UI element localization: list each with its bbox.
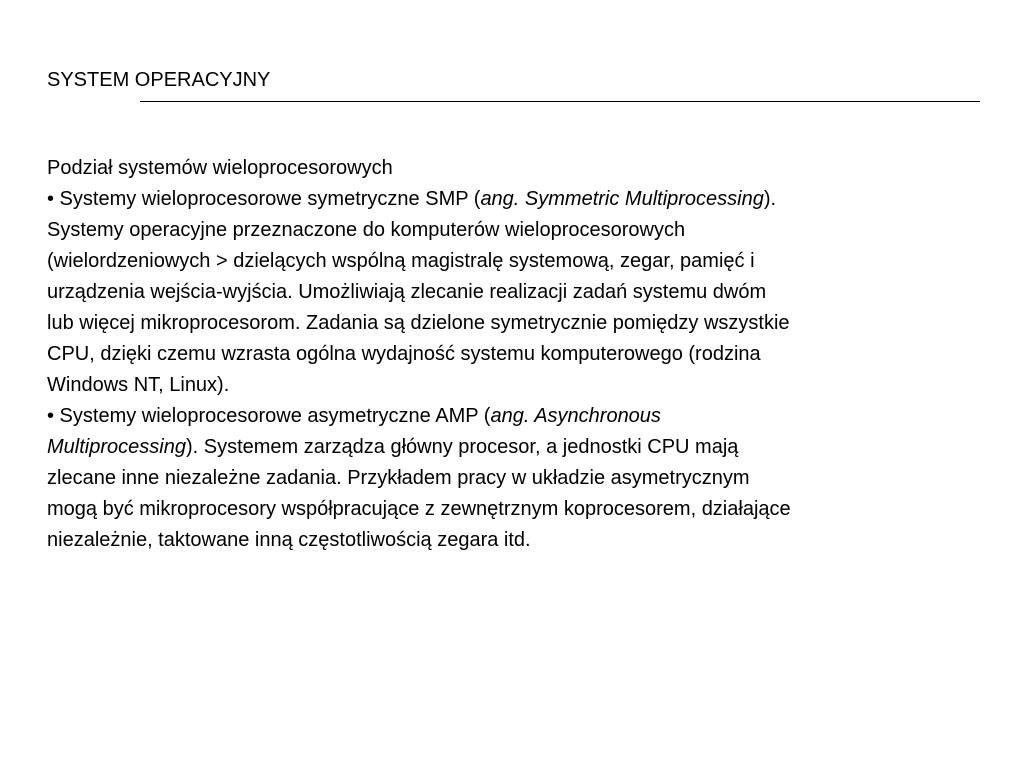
smp-line-4: urządzenia wejścia-wyjścia. Umożliwiają zlecanie realizacji zadań systemu dwóm [47,281,767,303]
amp-line-1 [47,401,1007,432]
heading-text: Podział systemów wieloprocesorowych [47,157,393,179]
smp-english-term: ang. Symmetric Multiprocessing [480,188,764,210]
smp-line-1 [47,184,1007,215]
smp-line-7: Windows NT, Linux). [47,374,230,396]
amp-line-4: mogą być mikroprocesory współpracujące z zewnętrznym koprocesorem, działające [47,498,791,520]
smp-line-6: CPU, dzięki czemu wzrasta ogólna wydajność systemu komputerowego (rodzina [47,343,761,365]
amp-line-3: zlecane inne niezależne zadania. Przykładem pracy w układzie asymetrycznym [47,467,750,489]
amp-english-term-1: ang. Asynchronous [490,405,661,427]
amp-bullet-text: • Systemy wieloprocesorowe asymetryczne AMP ( [47,405,491,427]
smp-paragraph [47,184,1007,401]
amp-line-5: niezależnie, taktowane inną częstotliwością zegara itd. [47,529,531,551]
amp-line-2-rest: ). Systemem zarządza główny procesor, a jednostki CPU mają [185,436,739,458]
smp-bullet-text: • Systemy wieloprocesorowe symetryczne SMP ( [47,188,481,210]
smp-line-2: Systemy operacyjne przeznaczone do komputerów wieloprocesorowych [47,219,686,241]
amp-line-2 [47,432,1007,463]
smp-line-1-end: ). [763,188,777,210]
slide-body [47,153,1007,556]
amp-english-term-2: Multiprocessing [47,436,186,458]
section-heading [47,153,1007,184]
slide-title: SYSTEM OPERACYJNY [47,69,271,91]
title-divider [140,101,980,102]
smp-line-5: lub więcej mikroprocesorom. Zadania są dzielone symetrycznie pomiędzy wszystkie [47,312,790,334]
smp-line-3: (wielordzeniowych > dzielących wspólną magistralę systemową, zegar, pamięć i [47,250,755,272]
amp-paragraph [47,401,1007,556]
